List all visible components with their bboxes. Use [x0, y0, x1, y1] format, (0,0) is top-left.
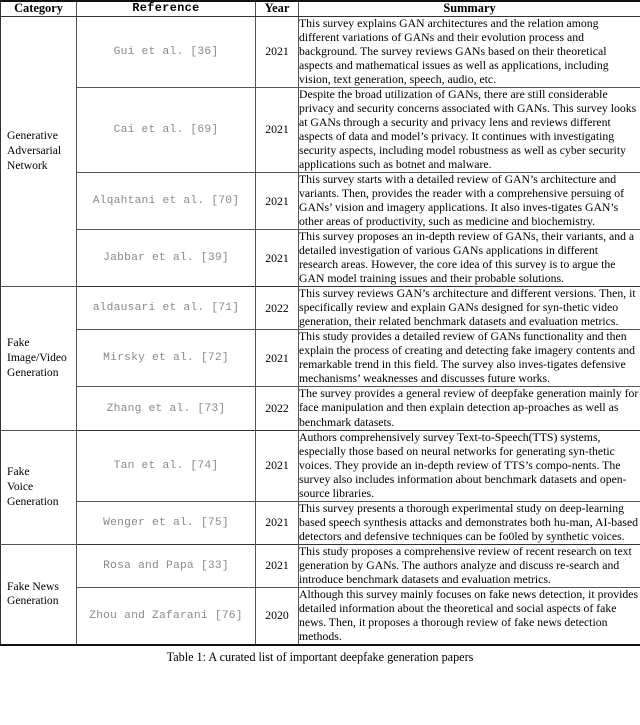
- year-cell: 2021: [256, 87, 299, 172]
- year-cell: 2021: [256, 16, 299, 87]
- reference-cell: Cai et al. [69]: [77, 87, 256, 172]
- summary-cell: This survey presents a thorough experimental study on deep-learning based speech synthesis attacks and demonstrates both hu-man, AI-based detectors and defensive techniques can be fo0led by synthetic voices.: [299, 501, 640, 544]
- table-row: [1, 387, 640, 430]
- table-row: [1, 330, 640, 387]
- reference-cell: Rosa and Papa [33]: [77, 544, 256, 587]
- table-row: [1, 430, 640, 501]
- reference-cell: Mirsky et al. [72]: [77, 330, 256, 387]
- category-cell: [1, 430, 77, 544]
- reference-cell: Tan et al. [74]: [77, 430, 256, 501]
- year-cell: 2021: [256, 230, 299, 287]
- reference-cell: Wenger et al. [75]: [77, 501, 256, 544]
- reference-cell: Zhou and Zafarani [76]: [77, 587, 256, 645]
- table-row: [1, 172, 640, 229]
- table-header: [1, 1, 640, 16]
- table-row: [1, 87, 640, 172]
- summary-cell: Authors comprehensively survey Text-to-Speech(TTS) systems, especially those based on neural networks for generating syn-thetic voices. They provide an in-depth review of TTS’s compo-nents. The survey also includes information about benchmark datasets and open-source libraries.: [299, 430, 640, 501]
- year-cell: 2022: [256, 387, 299, 430]
- summary-cell: This survey explains GAN architectures and the relation among different variations of GANs and their evolution process and background. The survey reviews GANs based on their theoretical aspects and mathematical issues as well as applications, including vision, text generation, speech, audio, etc.: [299, 16, 640, 87]
- category-cell: [1, 544, 77, 645]
- summary-cell: The survey provides a general review of deepfake generation mainly for face manipulation and then explain detection ap-proaches as well as benchmark datasets.: [299, 387, 640, 430]
- summary-cell: This study proposes a comprehensive review of recent research on text generation by GANs. The authors analyze and discuss re-search and introduce benchmark datasets and evaluation metrics.: [299, 544, 640, 587]
- year-cell: 2021: [256, 430, 299, 501]
- table-header-row: [1, 1, 640, 16]
- category-cell: [1, 16, 77, 287]
- table-row: [1, 544, 640, 587]
- table-row: [1, 287, 640, 330]
- reference-cell: Alqahtani et al. [70]: [77, 172, 256, 229]
- column-header-year: Year: [256, 1, 299, 16]
- year-cell: 2021: [256, 501, 299, 544]
- column-header-summary: Summary: [299, 1, 640, 16]
- column-header-category: Category: [1, 1, 77, 16]
- category-label: Fake Voice Generation: [7, 464, 59, 508]
- table-body: [1, 16, 640, 645]
- reference-cell: aldausari et al. [71]: [77, 287, 256, 330]
- reference-cell: Jabbar et al. [39]: [77, 230, 256, 287]
- category-label: Fake Image/Video Generation: [7, 336, 67, 379]
- summary-cell: This survey starts with a detailed review of GAN’s architecture and variants. Then, provides the reader with a comprehensive persuing of GANs’ vision and imagery applications. It also inves-tigates GAN’s other areas of productivity, such as medicine and biochemistry.: [299, 172, 640, 229]
- year-cell: 2020: [256, 587, 299, 645]
- table-row: [1, 16, 640, 87]
- summary-cell: Although this survey mainly focuses on fake news detection, it provides detailed information about the theoretical and social aspects of fake news. Then, it proposes a thorough review of fake news detection methods.: [299, 587, 640, 645]
- summary-cell: This survey proposes an in-depth review of GANs, their variants, and a detailed investigation of various GANs applications in different research areas. However, the core idea of this survey is to argue the GAN model training issues and their probable solutions.: [299, 230, 640, 287]
- summary-cell: This survey reviews GAN’s architecture and different versions. Then, it specifically review and explain GANs designed for syn-thetic video generation, their related benchmark datasets and evaluation metrics.: [299, 287, 640, 330]
- category-cell: [1, 287, 77, 430]
- category-label: Generative Adversarial Network: [7, 129, 62, 172]
- category-label: Fake News Generation: [7, 579, 59, 608]
- year-cell: 2022: [256, 287, 299, 330]
- table-row: [1, 230, 640, 287]
- year-cell: 2021: [256, 544, 299, 587]
- table-caption: Table 1: A curated list of important deepfake generation papers: [166, 650, 474, 665]
- table-row: [1, 501, 640, 544]
- summary-cell: Despite the broad utilization of GANs, there are still considerable privacy and security concerns associated with GANs. This survey looks at GANs through a security and privacy lens and reviews different aspects of data and model’s privacy. It continues with investigating security aspects, including model robustness as well as cyber security applications such as botnet and malware.: [299, 87, 640, 172]
- year-cell: 2021: [256, 330, 299, 387]
- summary-cell: This study provides a detailed review of GANs functionality and then explain the process of creating and detecting fake imagery contents and remarkable trend in this field. The survey also inves-tigates defensive mechanisms’ weaknesses and discusses future works.: [299, 330, 640, 387]
- reference-cell: Gui et al. [36]: [77, 16, 256, 87]
- table-row: [1, 587, 640, 645]
- column-header-reference: Reference: [77, 1, 256, 16]
- reference-cell: Zhang et al. [73]: [77, 387, 256, 430]
- year-cell: 2021: [256, 172, 299, 229]
